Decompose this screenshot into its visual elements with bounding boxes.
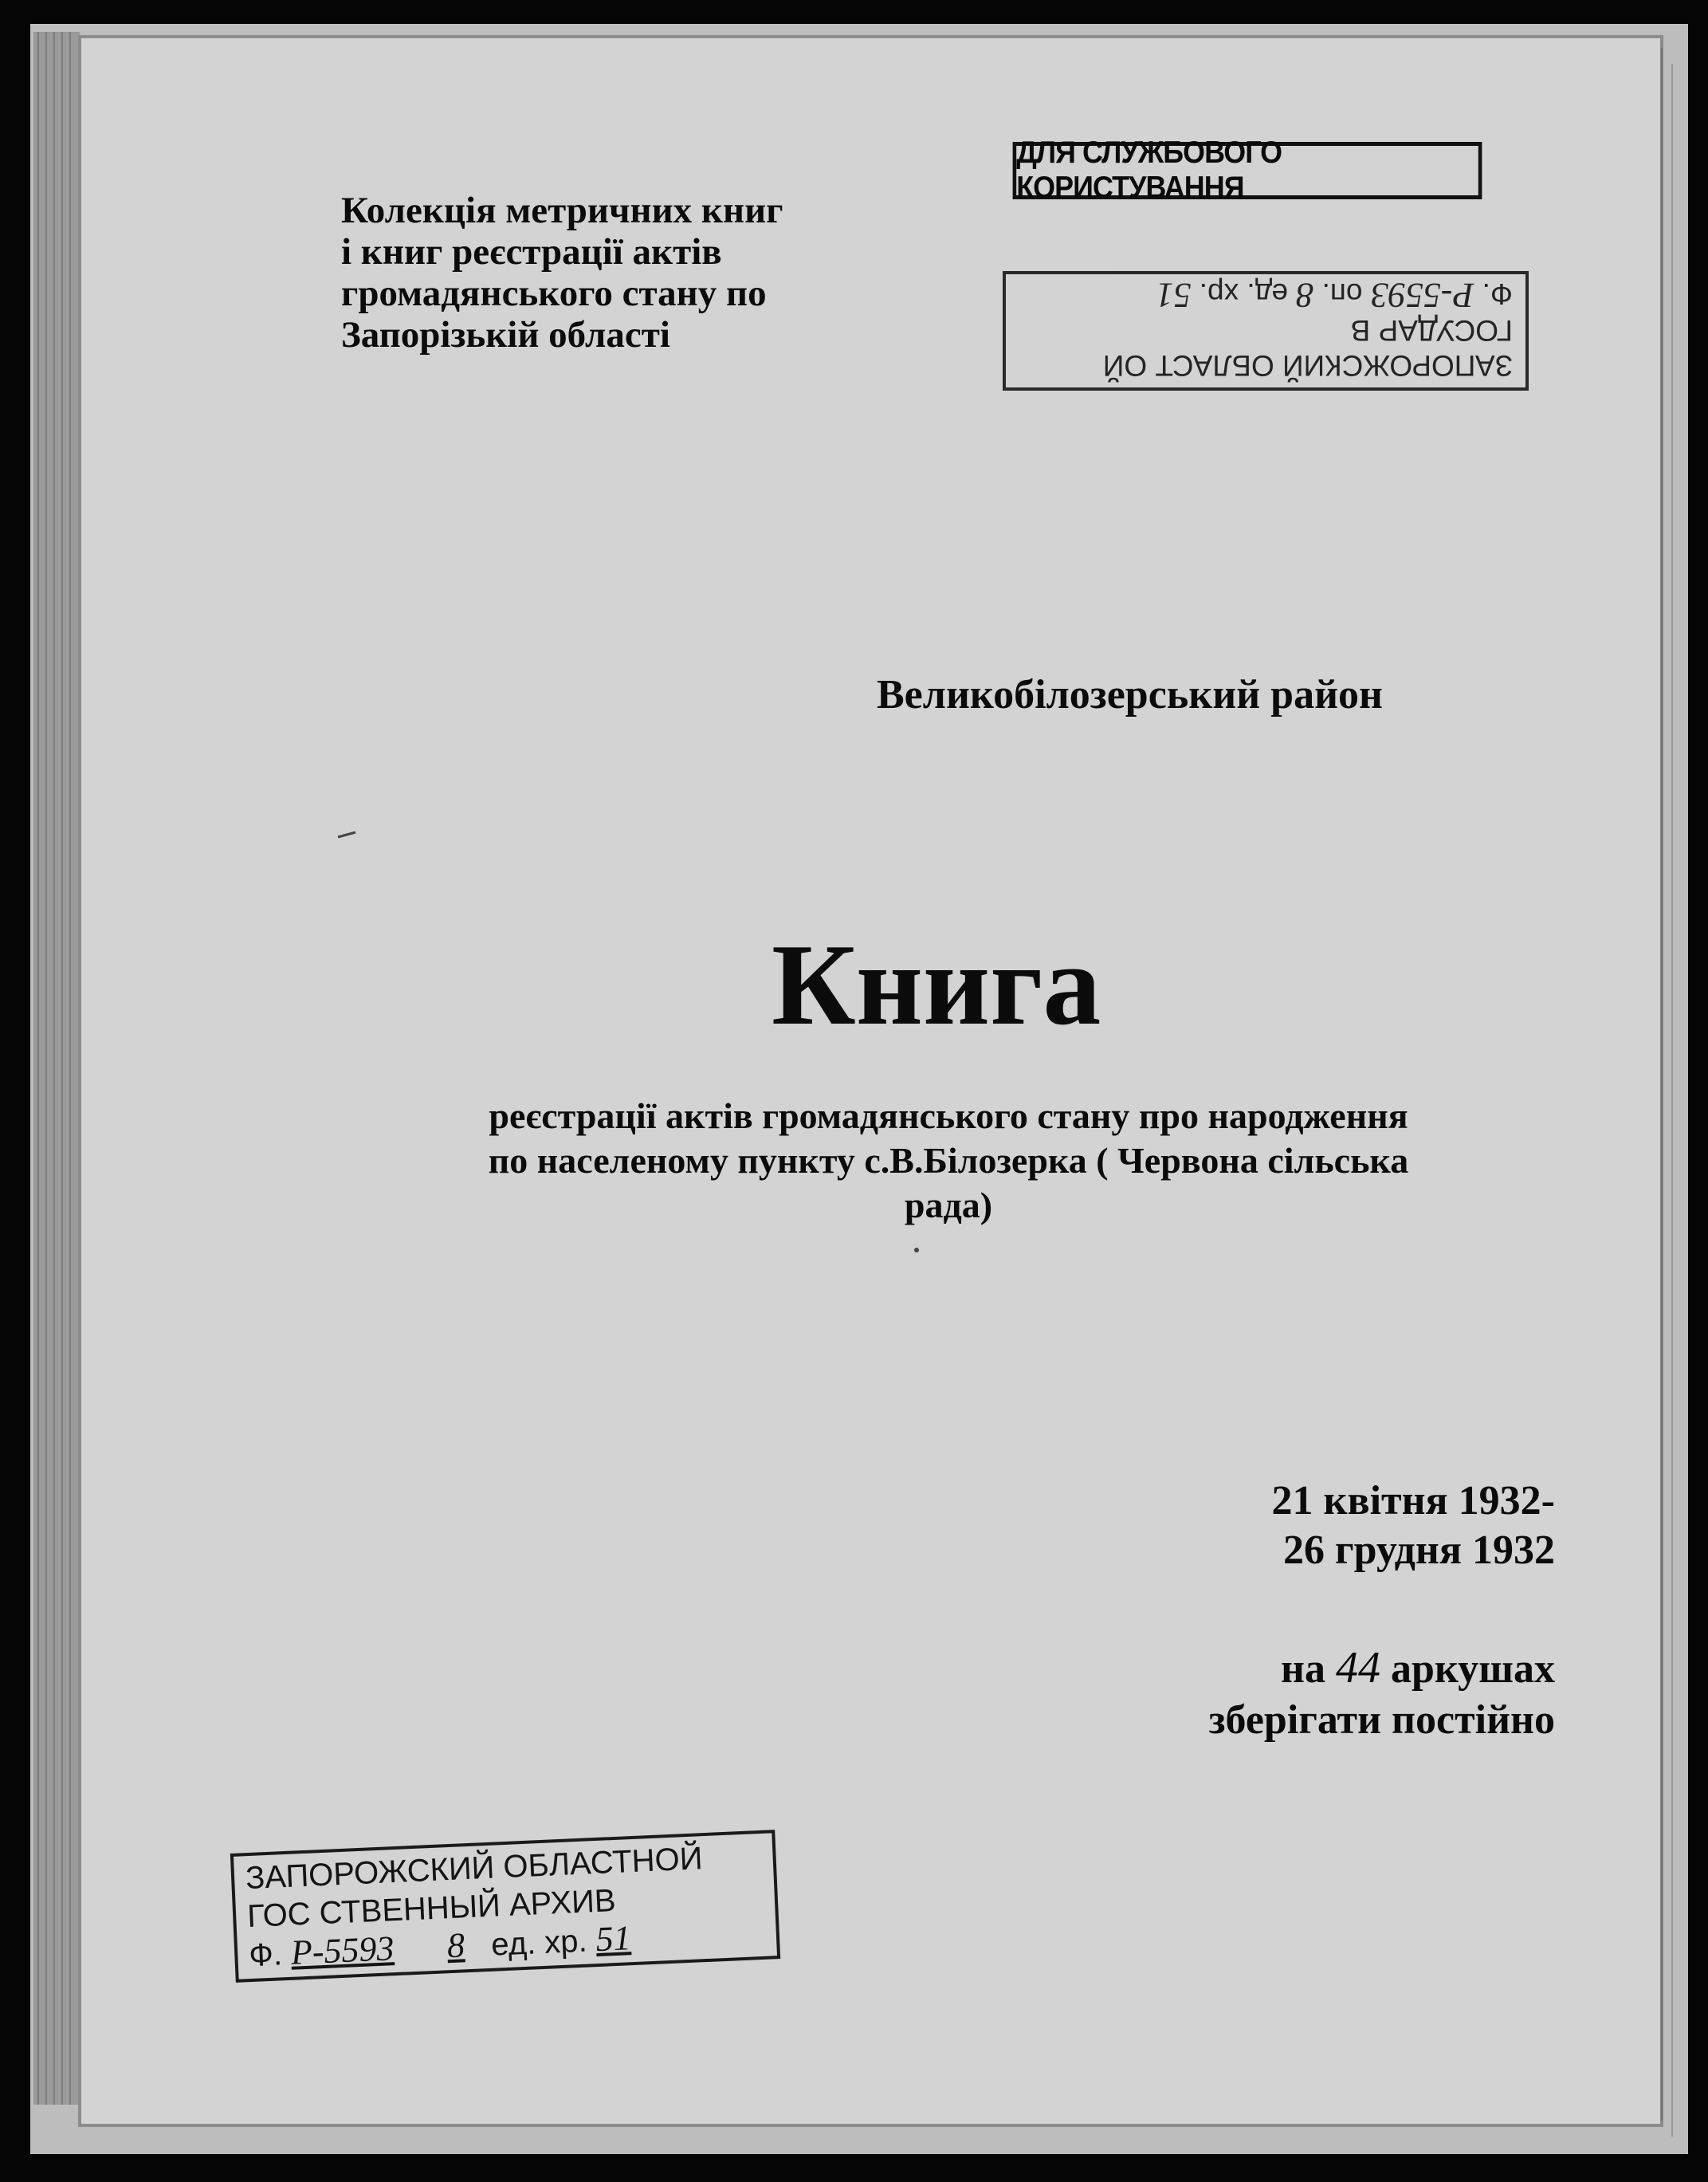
subtitle-line: реєстрації актів громадянського стану про народження bbox=[489, 1095, 1408, 1136]
subtitle-line: рада) bbox=[904, 1185, 993, 1225]
archive-stamp-top bbox=[1003, 271, 1529, 391]
stamp-refs bbox=[1019, 276, 1513, 313]
page-title: Книга bbox=[772, 920, 1101, 1049]
subtitle-line: по населеному пункту с.В.Білозерка ( Червона сільська bbox=[488, 1140, 1409, 1181]
opis-number: 8 bbox=[446, 1925, 466, 1966]
archive-stamp-bottom bbox=[230, 1830, 780, 1983]
sheets-count: 44 bbox=[1335, 1643, 1380, 1693]
date-range bbox=[1272, 1476, 1555, 1575]
fund-number: Р-5593 bbox=[289, 1928, 395, 1972]
stamp-line: ГОС СТВЕННЫЙ АРХИВ bbox=[246, 1882, 617, 1935]
binding-strip bbox=[33, 32, 80, 2105]
subtitle bbox=[351, 1094, 1546, 1228]
item-label: ед. хр. bbox=[1199, 277, 1289, 310]
collection-line: Запорізькій області bbox=[341, 314, 670, 356]
fund-number: Р-5593 bbox=[1370, 276, 1474, 315]
stamp-line: ЗАПОРОЖСКИЙ ОБЛАСТ ОЙ bbox=[1102, 349, 1513, 382]
opis-number: 8 bbox=[1296, 276, 1314, 315]
collection-heading bbox=[341, 190, 783, 356]
date-start: 21 квітня 1932- bbox=[1271, 1478, 1555, 1523]
collection-line: і книг реєстрації актів bbox=[341, 231, 722, 273]
item-number: 51 bbox=[1156, 276, 1192, 315]
collection-line: Колекція метричних книг bbox=[341, 190, 783, 231]
date-end: 26 грудня 1932 bbox=[1283, 1527, 1555, 1573]
district-name: Великобілозерський район bbox=[877, 672, 1383, 718]
restriction-stamp: ДЛЯ СЛУЖБОВОГО КОРИСТУВАННЯ bbox=[1013, 142, 1482, 199]
collection-line: громадянського стану по bbox=[341, 273, 767, 314]
fund-label: Ф. bbox=[248, 1936, 283, 1974]
stray-dot bbox=[914, 1248, 919, 1252]
stamp-line: ГОСУДАР В bbox=[1350, 314, 1513, 347]
sheets-info bbox=[1209, 1642, 1555, 1746]
item-label: ед. хр. bbox=[490, 1923, 588, 1963]
sheets-line bbox=[1209, 1642, 1555, 1695]
fund-label: Ф. bbox=[1482, 277, 1513, 310]
stamp-line: ЗАПОРОЖСКИЙ ОБЛАСТНОЙ bbox=[245, 1841, 704, 1897]
retention-note: зберігати постійно bbox=[1208, 1697, 1555, 1743]
item-number: 51 bbox=[595, 1918, 632, 1960]
sheets-prefix: на bbox=[1280, 1646, 1325, 1692]
opis-label: оп. bbox=[1321, 277, 1363, 310]
sheets-suffix: аркушах bbox=[1390, 1646, 1555, 1692]
